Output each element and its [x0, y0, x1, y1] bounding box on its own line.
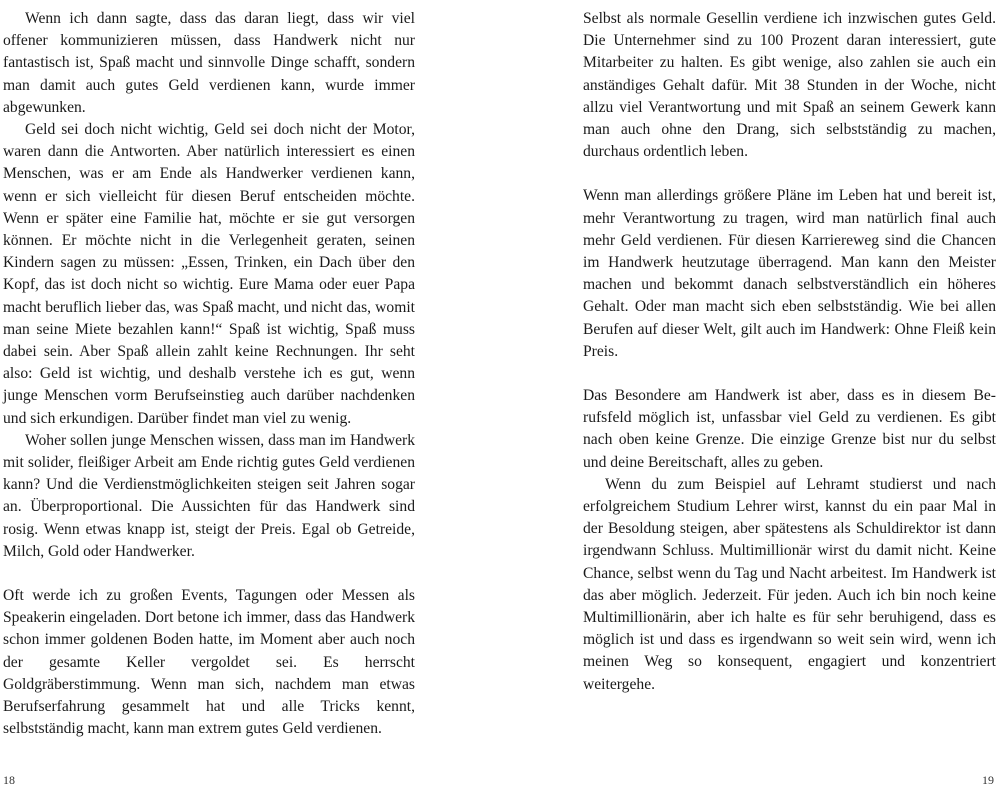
paragraph: Wenn man allerdings größere Pläne im Leben hat und bereit ist, mehr Verantwortung zu tragen, wird man natürlich final auch mehr Geld verdienen. Für diesen Karriereweg sind die Chancen im Handwerk heutzutage überragend. Man kann den Meister machen und bekommt danach selbstverständlich ein höheres Gehalt. Oder man macht sich eben selbstständig. Wie bei allen Berufen auf dieser Welt, gilt auch im Handwerk: Ohne Fleiß kein Preis.	[583, 187, 996, 360]
right-page	[500, 0, 1000, 800]
paragraph: Oft werde ich zu großen Events, Tagungen oder Messen als Speakerin eingeladen. Dort betone ich immer, dass das Handwerk schon immer goldenen Boden hatte, im Moment aber auch noch der gesamte Keller vergoldet sei. Es herrscht Goldgräberstimmung. Wenn man sich, nachdem man etwas Berufserfahrung gesammelt hat und alle Tricks kennt, selbstständig macht, kann man extrem gutes Geld verdienen.	[3, 587, 415, 738]
left-page-text	[3, 8, 415, 741]
paragraph: Wenn du zum Beispiel auf Lehramt studierst und nach erfolgreichem Studium Lehrer wirst, kannst du ein paar Mal in der Besoldung steigen, aber spätestens als Schuldirektor ist dann irgendwann Schluss. Multimillionär wirst du damit nicht. Keine Chance, selbst wenn du Tag und Nacht arbeitest. Im Handwerk ist das aber möglich. Jederzeit. Für jeden. Auch ich bin noch keine Multimillionärin, aber ich halte es für sehr beruhigend, dass es möglich ist und dass es irgendwann so weit sein wird, wenn ich meinen Weg so konsequent, engagiert und konzentriert weitergehe.	[583, 475, 996, 693]
paragraph: Selbst als normale Gesellin verdiene ich inzwischen gutes Geld. Die Unternehmer sind zu 100 Prozent daran interessiert, gute Mitarbeiter zu halten. Es gibt wenige, also zahlen sie auch ein anständiges Gehalt dafür. Mit 38 Stunden in der Woche, nicht allzu viel Verantwortung und mit Spaß an seinem Gewerk kann man auch ohne den Drang, sich selbstständig zu machen, durchaus ordentlich leben.	[583, 10, 996, 161]
right-page-text	[583, 8, 996, 696]
paragraph: Das Besondere am Handwerk ist aber, dass es in diesem Berufsfeld möglich ist, unfassbar viel Geld zu verdienen. Es gibt nach oben keine Grenze. Die einzige Grenze bist nur du selbst und deine Bereitschaft, alles zu geben.	[583, 387, 996, 471]
paragraph: Geld sei doch nicht wichtig, Geld sei doch nicht der Motor, waren dann die Antworten. Aber natürlich interessiert es einen Menschen, was er am Ende als Handwerker verdienen kann, wenn er sich vielleicht für diesen Beruf entscheiden möchte. Wenn er später eine Familie hat, möchte er sie gut versorgen können. Er möchte nicht in die Verlegenheit geraten, seinen Kindern sagen zu müssen: „Essen, Trinken, ein Dach über den Kopf, das ist doch nicht so wichtig. Eure Mama oder euer Papa macht beruflich lieber das, was Spaß macht, und nicht das, womit man seine Miete bezahlen kann!“ Spaß ist wichtig, Spaß muss dabei sein. Aber Spaß allein zahlt keine Rechnungen. Ihr seht also: Geld ist wichtig, und deshalb verstehe ich es gut, wenn junge Menschen vorm Berufseinstieg auch darüber nachdenken und sich erkundigen. Darüber findet man viel zu wenig.	[3, 121, 415, 427]
paragraph: Woher sollen junge Menschen wissen, dass man im Handwerk mit solider, fleißiger Arbeit am Ende richtig gutes Geld verdienen kann? Und die Verdienstmöglichkeiten steigen seit Jahren sogar an. Überproportional. Die Aussichten für das Handwerk sind rosig. Wenn etwas knapp ist, steigt der Preis. Egal ob Getreide, Milch, Gold oder Handwerker.	[3, 431, 415, 560]
page-number: 18	[3, 773, 15, 787]
paragraph: Wenn ich dann sagte, dass das daran liegt, dass wir viel offener kommunizieren müssen, dass Handwerk nicht nur fantastisch ist, Spaß macht und sinnvolle Dinge schafft, sondern man damit auch gutes Geld verdienen kann, wurde immer abgewunken.	[3, 10, 415, 116]
page-number: 19	[982, 773, 994, 787]
